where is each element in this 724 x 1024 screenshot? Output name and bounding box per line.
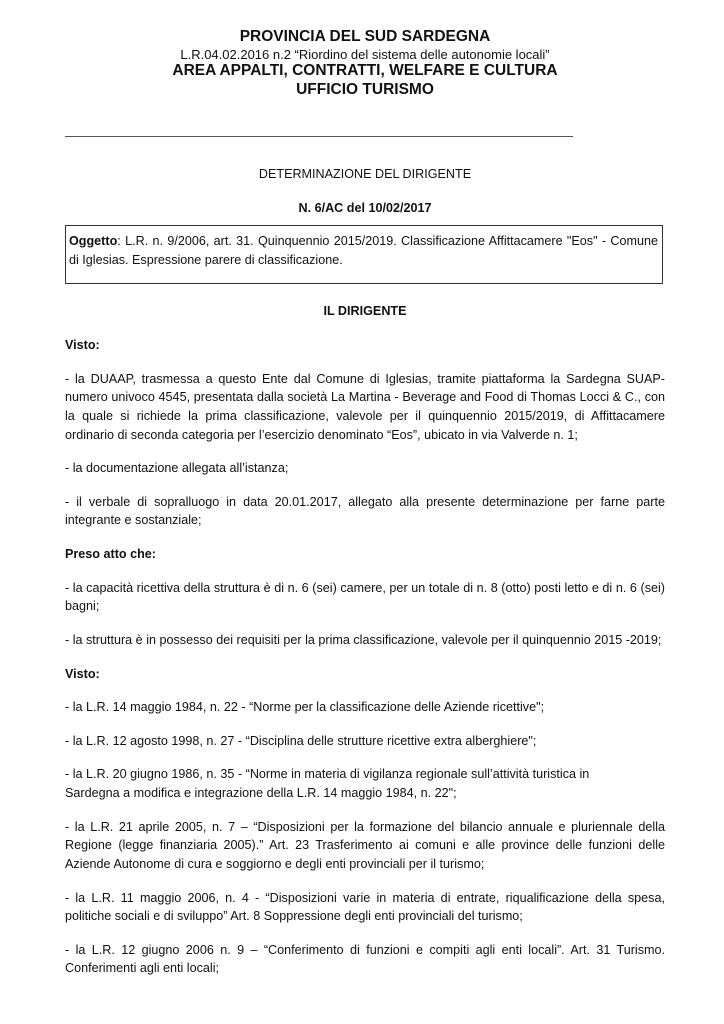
paragraph: - la L.R. 12 giugno 2006 n. 9 – “Conferimento di funzioni e compiti agli enti locali”. Art. 31 Turismo. Conferimenti agli enti locali; [65,942,665,976]
section-heading-preso: Preso atto che: [65,547,156,561]
header-divider [65,136,573,137]
subject-text: : L.R. n. 9/2006, art. 31. Quinquennio 2015/2019. Classificazione Affittacamere "Eos" - Comune di Iglesias. Espressione parere di classificazione. [69,234,658,267]
office-name: UFFICIO TURISMO [296,80,434,98]
paragraph: - la documentazione allegata all’istanza; [65,461,289,476]
document-body [65,336,665,978]
subject-label: Oggetto [69,234,118,248]
paragraph: - la L.R. 20 giugno 1986, n. 35 - “Norme in materia di vigilanza regionale sull’attività turistica in [65,767,590,782]
paragraph: - la L.R. 12 agosto 1998, n. 27 - “Disciplina delle strutture ricettive extra alberghiere"; [65,733,537,748]
paragraph: - la L.R. 21 aprile 2005, n. 7 – “Disposizioni per la formazione del bilancio annuale e pluriennale della Regione (legge finanziaria 2005).” Art. 23 Trasferimento ai comuni e alle province delle funzioni delle Aziende Autonome di cura e soggiorno e degli enti provinciali per il turismo; [65,819,665,871]
document-page [65,28,665,976]
paragraph: - la L.R. 11 maggio 2006, n. 4 - “Disposizioni varie in materia di entrate, riqualificazione della spesa, politiche sociali e di sviluppo” Art. 8 Soppressione degli enti provinciali del turismo; [65,890,665,924]
paragraph: - la L.R. 14 maggio 1984, n. 22 - “Norme per la classificazione delle Aziende ricettive"; [65,700,545,715]
org-name: PROVINCIA DEL SUD SARDEGNA [239,28,491,45]
paragraph: - la struttura è in possesso dei requisiti per la prima classificazione, valevole per il quinquennio 2015 -2019; [65,632,662,647]
paragraph: - la DUAAP, trasmessa a questo Ente dal Comune di Iglesias, tramite piattaforma la Sardegna SUAP-numero univoco 4545, presentata dalla società La Martina - Beverage and Food di Thomas Locci & C., con la quale si richiede la prima classificazione, valevole per il quinquennio 2015/2019, di Affittacamere ordinario di seconda categoria per l’esercizio denominato “Eos”, ubicato in via Valverde n. 1; [65,371,665,442]
letterhead [65,28,665,99]
area-name: AREA APPALTI, CONTRATTI, WELFARE E CULTURA [172,62,558,80]
determination-number: N. 6/AC del 10/02/2017 [298,201,432,215]
paragraph: - la capacità ricettiva della struttura è di n. 6 (sei) camere, per un totale di n. 8 (otto) posti letto e di n. 6 (sei) bagni; [65,580,665,614]
dirigente-heading: IL DIRIGENTE [323,304,407,318]
section-heading-visto: Visto: [65,666,100,681]
paragraph: - il verbale di sopralluogo in data 20.01.2017, allegato alla presente determinazione per farne parte integrante e sostanziale; [65,494,665,528]
determination-title: DETERMINAZIONE DEL DIRIGENTE [258,167,472,181]
subject-box [65,225,663,284]
paragraph: Sardegna a modifica e integrazione della L.R. 14 maggio 1984, n. 22"; [65,786,457,800]
law-reference: L.R.04.02.2016 n.2 “Riordino del sistema delle autonomie locali” [180,46,550,62]
section-heading-visto: Visto: [65,338,100,352]
